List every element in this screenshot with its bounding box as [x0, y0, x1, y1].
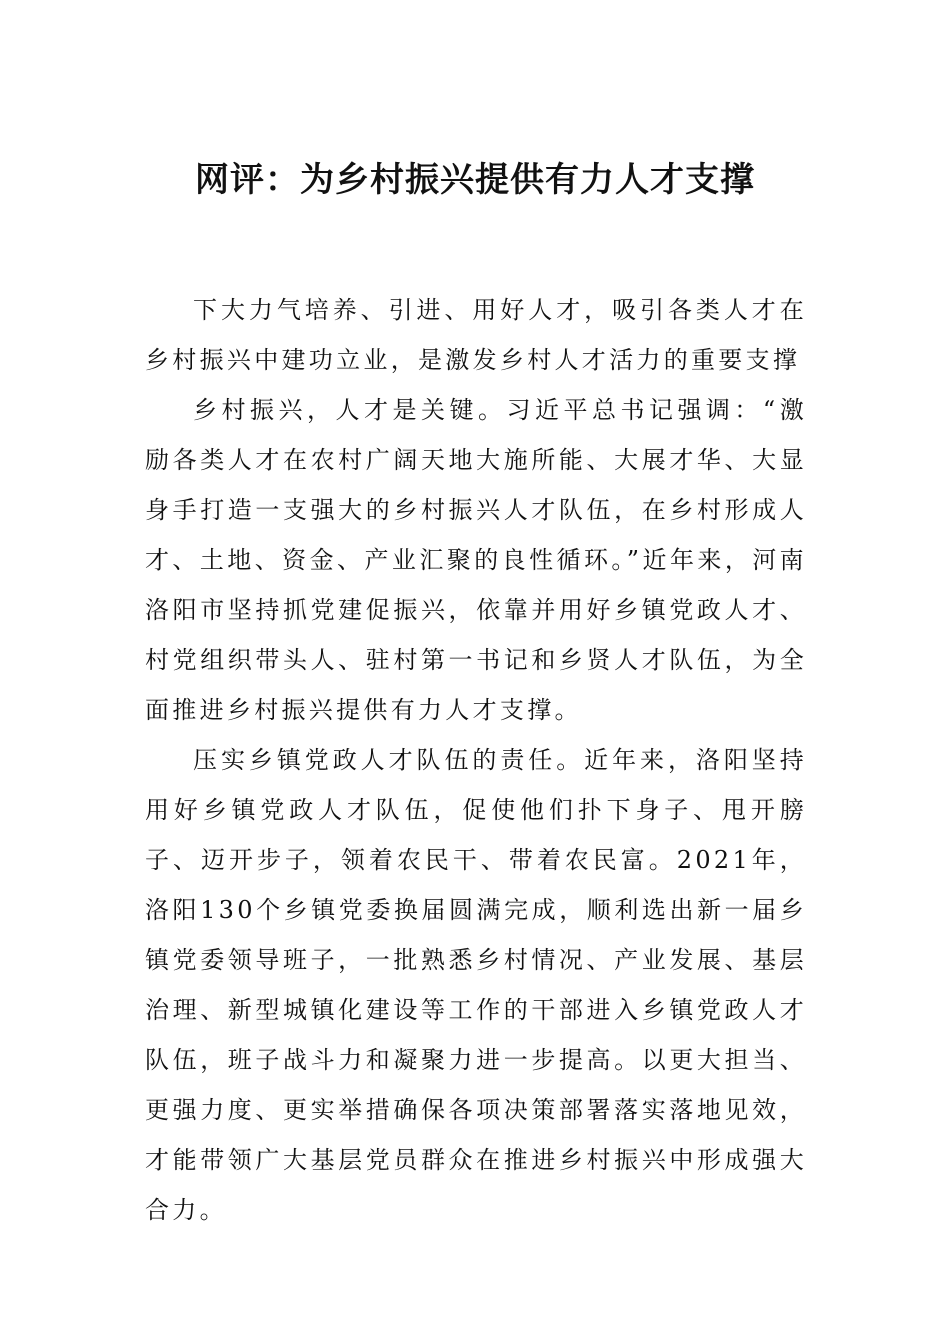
paragraph-2: 乡村振兴，人才是关键。习近平总书记强调：“激励各类人才在农村广阔天地大施所能、大展才华、大显身手打造一支强大的乡村振兴人才队伍，在乡村形成人才、土地、资金、产业汇聚的良性循环。”近年来，河南洛阳市坚持抓党建促振兴，依靠并用好乡镇党政人才、村党组织带头人、驻村第一书记和乡贤人才队伍，为全面推进乡村振兴提供有力人才支撑。 — [145, 396, 807, 724]
paragraph-1: 下大力气培养、引进、用好人才，吸引各类人才在乡村振兴中建功立业，是激发乡村人才活力的重要支撑 — [145, 296, 807, 374]
paragraph-3: 压实乡镇党政人才队伍的责任。近年来，洛阳坚持用好乡镇党政人才队伍，促使他们扑下身子、甩开膀子、迈开步子，领着农民干、带着农民富。2021年，洛阳130个乡镇党委换届圆满完成，顺利选出新一届乡镇党委领导班子，一批熟悉乡村情况、产业发展、基层治理、新型城镇化建设等工作的干部进入乡镇党政人才队伍，班子战斗力和凝聚力进一步提高。以更大担当、更强力度、更实举措确保各项决策部署落实落地见效，才能带领广大基层党员群众在推进乡村振兴中形成强大合力。 — [145, 746, 807, 1224]
document-title: 网评：为乡村振兴提供有力人才支撑 — [195, 160, 755, 200]
document-body — [145, 285, 807, 1235]
